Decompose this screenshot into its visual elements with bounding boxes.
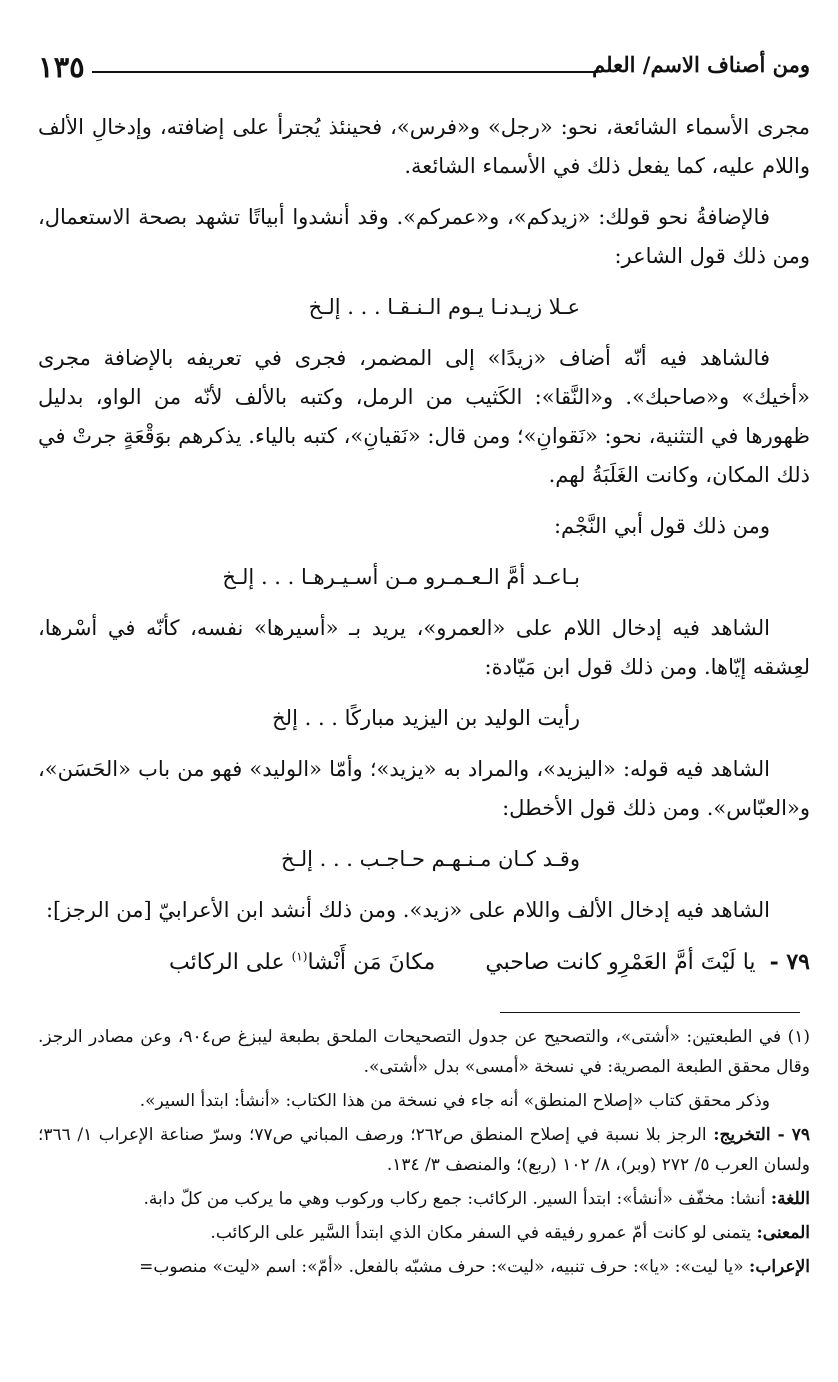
paragraph-1: مجرى الأسماء الشائعة، نحو: «رجل» و«فرس»، فحينئذ يُجترأ على إضافته، وإدخالِ الألف واللام عليه، كما يفعل ذلك في الأسماء الشائعة. [38,115,810,178]
paragraph-3: فالشاهد فيه أنّه أضاف «زيدًا» إلى المضمر، فجرى في تعريفه بالإضافة مجرى «أخيك» و«صاحبك». و«النَّقا»: الكَثيب من الرمل، وكتبه بالألف لأنّه من الواو، بدليل ظهورها في التثنية، نحو: «نَقوانِ»؛ ومن قال: «نَقيانِ»، كتبه بالياء. يذكرهم بوَقْعَةٍ جرتْ في ذلك المكان، وكانت الغَلَبَةُ لهم. [38,346,810,487]
main-text [38,108,810,983]
note-takhrij [38,1120,810,1180]
takhrij-label: ٧٩ - التخريج: [713,1125,811,1145]
verse-number: ٧٩ - [769,949,810,975]
paragraph-6: الشاهد فيه قوله: «اليزيد»، والمراد به «يزيد»؛ وأمّا «الوليد» فهو من باب «الحَسَن»، و«العبّاس». ومن ذلك قول الأخطل: [38,757,810,820]
second-hemistich-part-a: مكانَ مَن أَنْشا [307,950,436,975]
note-maana [38,1218,810,1248]
footnote-1: (١) في الطبعتين: «أشتى»، والتصحيح عن جدول التصحيحات الملحق بطبعة ليبزغ ص٩٠٤، وعن مصادر الرجز. وقال محقق الطبعة المصرية: في نسخة «أمسى» بدل «أشتى». [38,1027,811,1077]
maana-label: المعنى: [756,1223,810,1243]
footnote-1-continued: وذكر محقق كتاب «إصلاح المنطق» أنه جاء في نسخة من هذا الكتاب: «أنشأ: ابتدأ السير». [139,1091,770,1111]
footnote-separator [500,1012,800,1013]
footnote-marker: (١) [291,949,308,964]
note-lugha [38,1184,810,1214]
paragraph-2: فالإضافةُ نحو قولك: «زيدكم»، و«عمركم». وقد أنشدوا أبياتًا تشهد بصحة الاستعمال، ومن ذلك قول الشاعر: [38,205,810,268]
irab-label: الإعراب: [749,1257,810,1277]
lugha-label: اللغة: [770,1189,810,1209]
paragraph-7: الشاهد فيه إدخال الألف واللام على «زيد». ومن ذلك أنشد ابن الأعرابيّ [من الرجز]: [45,898,770,922]
verse-quote-4: وقـد كـان مـنـهـم حـاجـب . . . إلـخ [280,847,580,871]
lugha-text: أنشا: مخفّف «أنشأ»: ابتدأ السير. الركائب: جمع ركاب وركوب وهي ما يركب من كلّ دابة. [143,1189,766,1209]
page-header [38,46,810,86]
verse-quote-2: بـاعـد أمَّ الـعـمـرو مـن أسـيـرهـا . . . إلـخ [222,565,580,589]
first-hemistich: يا لَيْتَ أمَّ العَمْرِو كانت صاحبي [485,950,756,975]
irab-text: «يا ليت»: «يا»: حرف تنبيه، «ليت»: حرف مشبّه بالفعل. «أمّ»: اسم «ليت» منصوب= [139,1257,744,1277]
page-number: ١٣٥ [38,50,85,84]
paragraph-5: الشاهد فيه إدخال اللام على «العمرو»، يريد بـ «أسيرها» نفسه، كأنّه في أسْرها، لعِشقه إيّاها. ومن ذلك قول ابن مَيّادة: [38,616,810,679]
verse-quote-3: رأيت الوليد بن اليزيد مباركًا . . . إلخ [272,706,580,730]
verse-quote-1: عـلا زيـدنـا يـوم الـنـقـا . . . إلـخ [308,295,580,319]
second-hemistich [169,943,435,983]
running-title: ومن أصناف الاسم/ العلم [592,52,810,77]
paragraph-4: ومن ذلك قول أبي النَّجْم: [553,514,770,538]
second-hemistich-part-b: على الركائب [169,950,285,975]
note-irab [38,1252,810,1282]
header-rule [92,71,598,73]
footnotes [38,1022,810,1286]
numbered-verse-79 [38,942,810,983]
takhrij-text: الرجز بلا نسبة في إصلاح المنطق ص٢٦٢؛ ورصف المباني ص٧٧؛ وسرّ صناعة الإعراب ١/ ٣٦٦؛ ولسان العرب ٥/ ٢٧٢ (وبر)، ٨/ ١٠٢ (ربع)؛ والمنصف ٣/ ١٣٤. [38,1125,810,1175]
maana-text: يتمنى لو كانت أمّ عمرو رفيقه في السفر مكان الذي ابتدأ السَّير على الركائب. [210,1223,752,1243]
